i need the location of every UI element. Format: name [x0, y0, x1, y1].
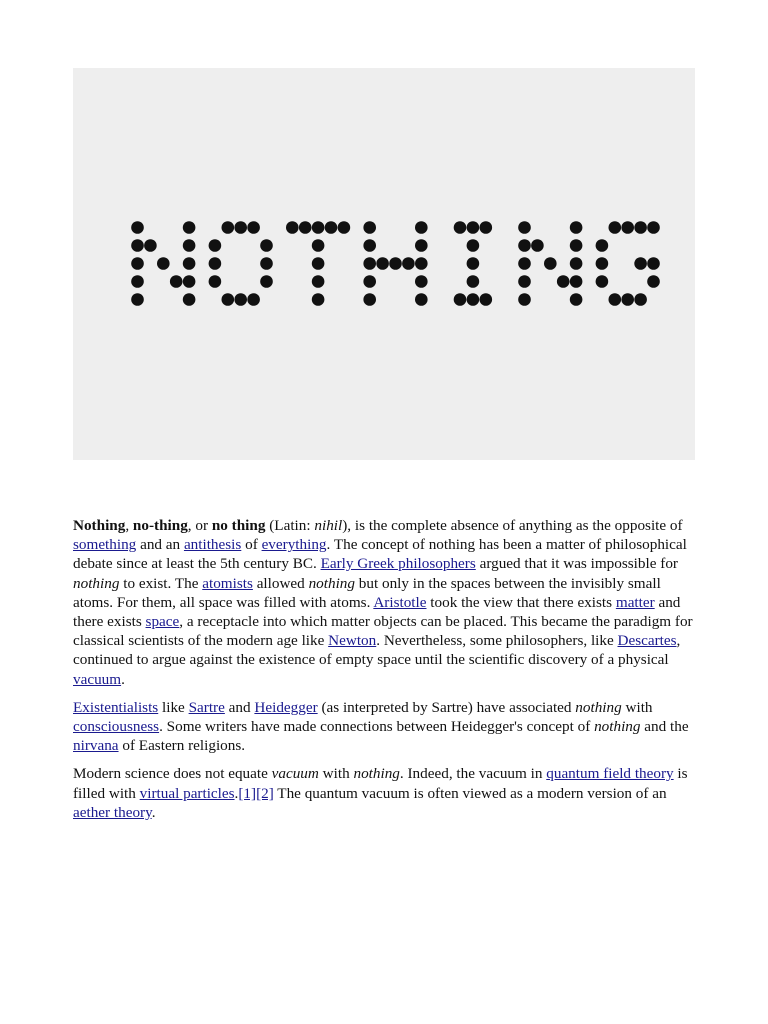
citation-2[interactable]: [2]	[256, 784, 274, 802]
dot-h-3-0-0	[363, 221, 376, 234]
dot-h-3-4-4	[415, 293, 428, 306]
term-nothing: Nothing	[73, 517, 126, 534]
dot-h-3-2-0	[363, 257, 376, 270]
dot-g-6-4-1	[609, 293, 622, 306]
dot-n-5-2-0	[518, 257, 531, 270]
dot-n-5-0-0	[518, 221, 531, 234]
link-vacuum[interactable]: vacuum	[73, 670, 122, 688]
link-early-greek-philosophers[interactable]: Early Greek philosophers	[320, 555, 476, 573]
link-existentialists[interactable]: Existentialists	[73, 698, 159, 716]
dot-t-2-2-2	[312, 257, 325, 270]
link-aether-theory[interactable]: aether theory	[73, 803, 152, 821]
link-sartre[interactable]: Sartre	[188, 698, 225, 716]
citation-1[interactable]: [1]	[238, 784, 257, 802]
link-aristotle[interactable]: Aristotle	[373, 593, 427, 611]
dot-n-0-1-1	[144, 239, 157, 252]
dot-i-4-0-2	[467, 221, 480, 234]
dot-o-1-2-0	[209, 257, 222, 270]
dot-o-1-3-4	[260, 275, 273, 288]
dot-n-5-2-4	[570, 257, 583, 270]
term-no-thing: no-thing	[132, 517, 188, 534]
link-newton[interactable]: Newton	[328, 632, 377, 650]
dot-o-1-0-1	[222, 221, 235, 234]
link-heidegger[interactable]: Heidegger	[254, 698, 318, 716]
dot-t-2-0-1	[299, 221, 312, 234]
dot-h-3-2-1	[376, 257, 389, 270]
term-no-thing-spaced: no thing	[211, 517, 266, 534]
dot-n-5-3-0	[518, 275, 531, 288]
dot-n-5-4-4	[570, 293, 583, 306]
dot-n-0-1-0	[131, 239, 144, 252]
dot-o-1-4-1	[222, 293, 235, 306]
dot-o-1-0-2	[234, 221, 247, 234]
dot-t-2-1-2	[312, 239, 325, 252]
article-body	[73, 516, 701, 831]
link-everything[interactable]: everything	[261, 536, 327, 554]
dot-i-4-0-1	[454, 221, 467, 234]
dot-g-6-0-2	[621, 221, 634, 234]
dot-g-6-2-4	[647, 257, 660, 270]
link-something[interactable]: something	[73, 536, 137, 554]
dot-n-0-0-0	[131, 221, 144, 234]
dot-i-4-4-3	[480, 293, 493, 306]
dot-t-2-0-4	[338, 221, 351, 234]
dot-t-2-3-2	[312, 275, 325, 288]
dot-n-5-1-4	[570, 239, 583, 252]
dot-g-6-0-4	[647, 221, 660, 234]
dot-n-0-4-4	[183, 293, 196, 306]
dot-n-0-3-0	[131, 275, 144, 288]
dot-g-6-2-0	[596, 257, 609, 270]
link-consciousness[interactable]: consciousness	[73, 718, 160, 736]
link-descartes[interactable]: Descartes	[617, 632, 677, 650]
dot-t-2-0-0	[286, 221, 299, 234]
paragraph-existentialism: Existentialists like Sartre and Heidegger (as interpreted by Sartre) have associated nothing with consciousness. Some writers have made connections between Heidegger's concept of nothing and the nirvana of Eastern religions.	[73, 698, 689, 755]
link-atomists[interactable]: atomists	[202, 574, 253, 592]
dot-n-5-1-1	[531, 239, 544, 252]
dot-h-3-1-4	[415, 239, 428, 252]
link-space[interactable]: space	[145, 613, 180, 631]
dot-n-5-3-4	[570, 275, 583, 288]
dot-g-6-3-4	[647, 275, 660, 288]
term-nihil: nihil	[314, 517, 343, 534]
dot-i-4-0-3	[480, 221, 493, 234]
dot-o-1-3-0	[209, 275, 222, 288]
dot-i-4-4-2	[467, 293, 480, 306]
dot-n-5-3-3	[557, 275, 570, 288]
dot-o-1-4-3	[247, 293, 260, 306]
dot-n-0-3-4	[183, 275, 196, 288]
dot-o-1-4-2	[234, 293, 247, 306]
dot-h-3-1-0	[363, 239, 376, 252]
dot-t-2-0-3	[325, 221, 338, 234]
dot-o-1-1-0	[209, 239, 222, 252]
dot-t-2-0-2	[312, 221, 325, 234]
dot-g-6-1-0	[596, 239, 609, 252]
dot-h-3-3-4	[415, 275, 428, 288]
dot-n-5-4-0	[518, 293, 531, 306]
dot-g-6-4-3	[634, 293, 647, 306]
dot-o-1-2-4	[260, 257, 273, 270]
link-nirvana[interactable]: nirvana	[73, 737, 119, 755]
dot-i-4-1-2	[467, 239, 480, 252]
dot-n-0-0-4	[183, 221, 196, 234]
paragraph-modern-science: Modern science does not equate vacuum with nothing. Indeed, the vacuum in quantum field theory is filled with virtual particles.[1][2] The quantum vacuum is often viewed as a modern version of an aether theory.	[73, 765, 688, 821]
dot-i-4-2-2	[467, 257, 480, 270]
dot-n-0-2-2	[157, 257, 170, 270]
dot-h-3-3-0	[363, 275, 376, 288]
dot-n-5-1-0	[518, 239, 531, 252]
dot-n-0-3-3	[170, 275, 183, 288]
paragraph-intro: Nothing, no-thing, or no thing (Latin: nihil), is the complete absence of anything as the opposite of something and an antithesis of everything. The concept of nothing has been a matter of philosophical debate since at least the 5th century BC. Early Greek philosophers argued that it was impossible for nothing to exist. The atomists allowed nothing but only in the spaces between the invisibly small atoms. For them, all space was filled with atoms. Aristotle took the view that there exists matter and there exists space, a receptacle into which matter objects can be placed. This became the paradigm for classical scientists of the modern age like Newton. Nevertheless, some philosophers, like Descartes, continued to argue against the existence of empty space until the scientific discovery of a physical vacuum.	[73, 517, 693, 688]
dot-n-0-2-4	[183, 257, 196, 270]
dot-t-2-4-2	[312, 293, 325, 306]
dot-i-4-4-1	[454, 293, 467, 306]
dot-h-3-2-3	[402, 257, 415, 270]
dot-n-0-4-0	[131, 293, 144, 306]
link-quantum-field-theory[interactable]: quantum field theory	[546, 765, 674, 783]
dot-i-4-3-2	[467, 275, 480, 288]
link-virtual-particles[interactable]: virtual particles	[139, 784, 235, 802]
dot-h-3-2-2	[389, 257, 402, 270]
dot-o-1-0-3	[247, 221, 260, 234]
dot-g-6-0-1	[609, 221, 622, 234]
dot-o-1-1-4	[260, 239, 273, 252]
link-antithesis[interactable]: antithesis	[183, 536, 242, 554]
dot-h-3-2-4	[415, 257, 428, 270]
dot-h-3-0-4	[415, 221, 428, 234]
dot-n-5-0-4	[570, 221, 583, 234]
dot-n-5-2-2	[544, 257, 557, 270]
dot-g-6-3-0	[596, 275, 609, 288]
dot-g-6-4-2	[621, 293, 634, 306]
dot-matrix-wordmark	[73, 68, 695, 460]
dot-g-6-2-3	[634, 257, 647, 270]
dot-n-0-1-4	[183, 239, 196, 252]
hero-banner	[73, 68, 695, 460]
dot-g-6-0-3	[634, 221, 647, 234]
dot-n-0-2-0	[131, 257, 144, 270]
link-matter[interactable]: matter	[615, 593, 655, 611]
dot-h-3-4-0	[363, 293, 376, 306]
